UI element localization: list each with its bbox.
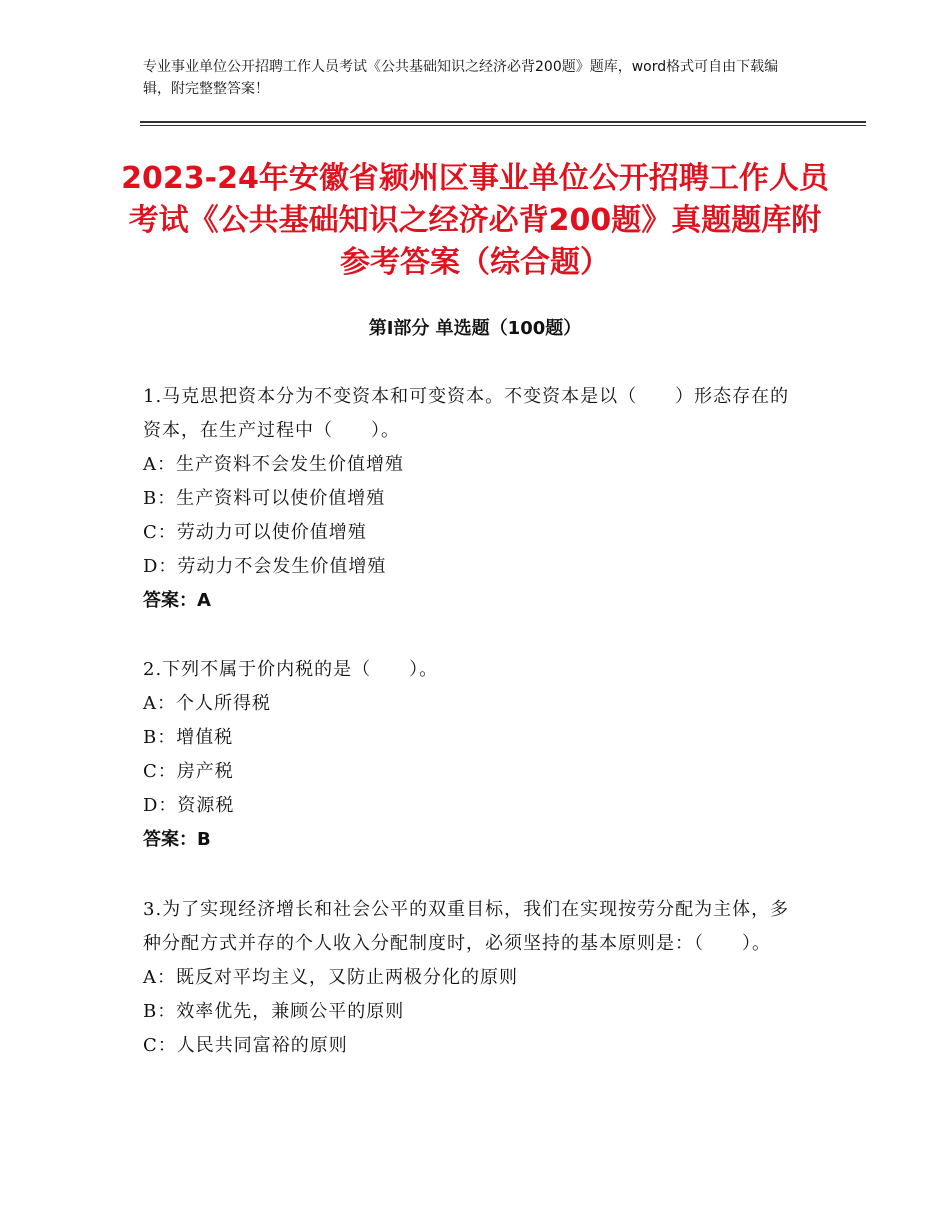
option-a: A：个人所得税	[143, 693, 271, 714]
header-rule-thick	[140, 121, 866, 123]
question-stem: 3.为了实现经济增长和社会公平的双重目标，我们在实现按劳分配为主体，多种分配方式并存的个人收入分配制度时，必须坚持的基本原则是：（ ）。	[143, 899, 790, 954]
option-b: B：效率优先，兼顾公平的原则	[143, 1001, 405, 1022]
option-a: A：既反对平均主义，又防止两极分化的原则	[143, 967, 518, 988]
header-note: 专业事业单位公开招聘工作人员考试《公共基础知识之经济必背200题》题库，word格式可自由下载编辑，附完整整答案！	[143, 59, 779, 97]
option-d: D：劳动力不会发生价值增殖	[143, 556, 387, 577]
answer: 答案：B	[143, 829, 211, 850]
document-title: 2023-24年安徽省颍州区事业单位公开招聘工作人员考试《公共基础知识之经济必背200题》真题题库附参考答案（综合题）	[121, 161, 829, 280]
option-c: C：劳动力可以使价值增殖	[143, 522, 367, 543]
option-b: B：增值税	[143, 727, 234, 748]
option-a: A：生产资料不会发生价值增殖	[143, 454, 404, 475]
option-c: C：房产税	[143, 761, 234, 782]
question-3	[143, 893, 803, 1063]
header-rule-thin	[140, 125, 866, 126]
option-b: B：生产资料可以使价值增殖	[143, 488, 386, 509]
section-title: 第Ⅰ部分 单选题（100题）	[368, 318, 582, 339]
question-stem: 2.下列不属于价内税的是（ ）。	[143, 659, 439, 680]
answer: 答案：A	[143, 590, 211, 611]
question-1	[143, 380, 803, 618]
question-stem: 1.马克思把资本分为不变资本和可变资本。不变资本是以（ ）形态存在的资本，在生产过程中（ ）。	[143, 386, 790, 441]
option-d: D：资源税	[143, 795, 235, 816]
option-c: C：人民共同富裕的原则	[143, 1035, 348, 1056]
question-2	[143, 653, 803, 857]
